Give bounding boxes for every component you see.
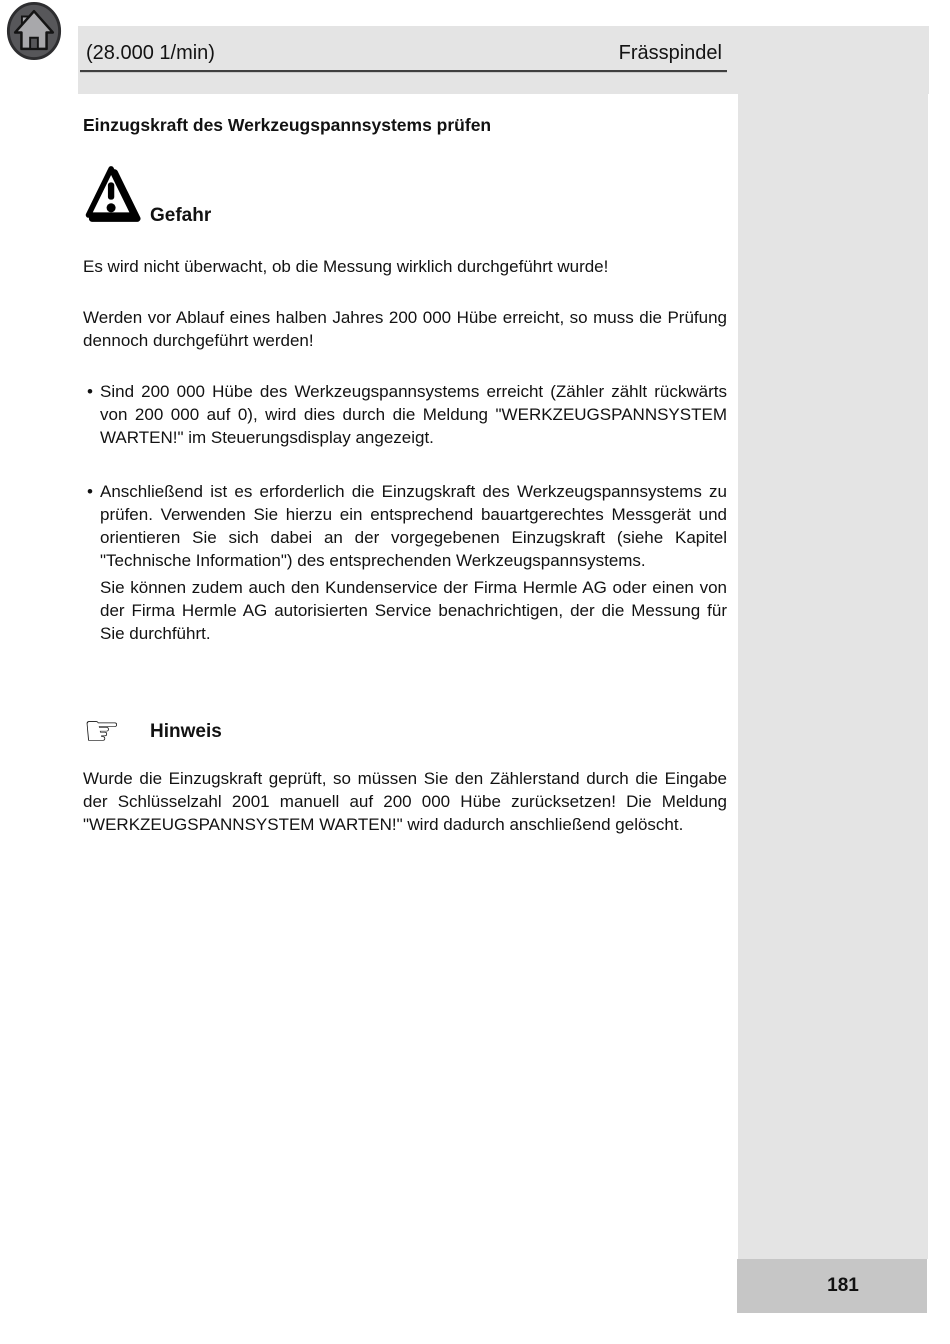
header-chapter-title: Frässpindel <box>618 42 722 64</box>
pointing-hand-icon: ☞ <box>83 706 121 755</box>
bullet-paragraph: Sie können zudem auch den Kundenservice der Firma Hermle AG oder einen von der Firma Hermle AG autorisierten Service benachrichtigen, der die Messung für Sie durchführt. <box>100 578 727 643</box>
header-spindle-speed: (28.000 1/min) <box>86 42 215 64</box>
content-column <box>83 112 727 836</box>
page-number: 181 <box>827 1275 859 1296</box>
bullet-body <box>100 380 727 449</box>
header-band <box>78 26 929 94</box>
note-header <box>83 706 727 755</box>
bullet-body <box>100 480 727 645</box>
bullet-paragraph: Sind 200 000 Hübe des Werkzeugspannsystems erreicht (Zähler zählt rückwärts von 200 000 auf 0), wird dies durch die Meldung "WERKZEUGSPANNSYSTEM WARTEN!" im Steuerungsdisplay angezeigt. <box>100 382 727 447</box>
bullet-item-counter <box>83 380 727 449</box>
note-label: Hinweis <box>150 720 222 742</box>
paragraph-half-year: Werden vor Ablauf eines halben Jahres 200 000 Hübe erreicht, so muss die Prüfung dennoch durchgeführt werden! <box>83 308 727 350</box>
bullet-item-check-force <box>83 480 727 645</box>
bullet-paragraph: Anschließend ist es erforderlich die Einzugskraft des Werkzeugspannsystems zu prüfen. Verwenden Sie hierzu ein entsprechend bauartgerechtes Messgerät und orientieren Sie sich dabei an der vorgegebenen Einzugskraft (siehe Kapitel "Technische Information") des entsprechenden Werkzeugspannsystems. <box>100 482 727 570</box>
header-row <box>86 42 722 65</box>
danger-label: Gefahr <box>150 205 212 226</box>
bullet-marker: • <box>87 482 93 501</box>
home-icon <box>5 49 63 64</box>
page-number-box <box>737 1259 927 1313</box>
section-title: Einzugskraft des Werkzeugspannsystems prüfen <box>83 115 492 135</box>
home-button[interactable] <box>5 1 63 61</box>
sidebar-column <box>738 94 928 1259</box>
danger-header <box>83 163 727 229</box>
paragraph-not-monitored: Es wird nicht überwacht, ob die Messung wirklich durchgeführt wurde! <box>83 257 609 276</box>
header-rule <box>80 70 727 73</box>
warning-triangle-icon <box>83 163 141 229</box>
paragraph-note: Wurde die Einzugskraft geprüft, so müssen Sie den Zählerstand durch die Eingabe der Schlüsselzahl 2001 manuell auf 200 000 Hübe zurücksetzen! Die Meldung "WERKZEUGSPANNSYSTEM WARTEN!" wird dadurch anschließend gelöscht. <box>83 769 727 834</box>
bullet-marker: • <box>87 382 93 401</box>
